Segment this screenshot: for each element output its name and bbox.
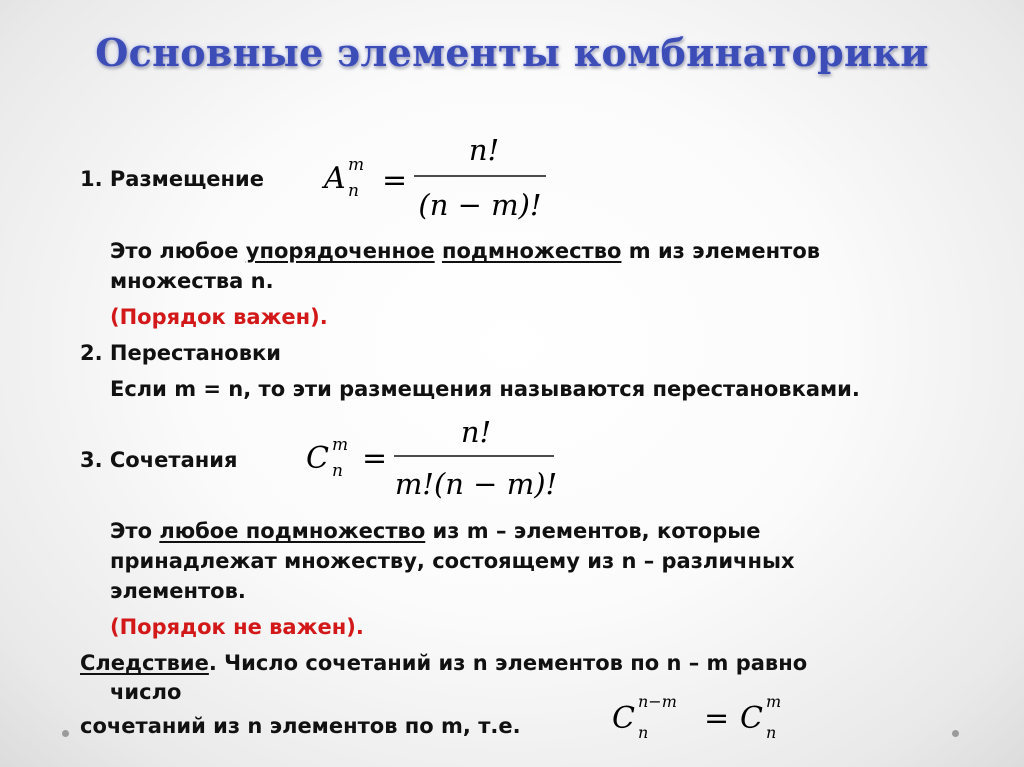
formula-c-sub: n <box>332 461 343 481</box>
formula-cor-c1-sup: n−m <box>638 692 677 711</box>
formula-a-equals: = <box>382 163 408 198</box>
combination-description-line2: принадлежат множеству, состоящему из n – различных <box>110 549 795 573</box>
combination-heading: 3. Сочетания <box>80 448 238 472</box>
placement-heading: 1. Размещение <box>80 167 264 191</box>
combination-formula <box>300 410 570 510</box>
ordered-term: упорядоченное <box>245 239 435 263</box>
permutation-description: Если m = n, то эти размещения называются перестановками. <box>110 377 860 401</box>
placement-description: Это любое упорядоченное подмножество m из элементов <box>110 239 821 263</box>
formula-cor-c2-sup: m <box>766 692 782 711</box>
any-subset-term: любое подмножество <box>159 519 426 543</box>
formula-a-numerator: n! <box>468 133 500 167</box>
permutation-heading: 2. Перестановки <box>80 341 281 365</box>
formula-cor-equals: = <box>704 701 730 736</box>
combination-order-note: (Порядок не важен). <box>110 615 364 639</box>
corollary-label: Следствие <box>80 651 209 675</box>
formula-c-equals: = <box>362 441 388 476</box>
subset-term: подмножество <box>441 239 622 263</box>
placement-formula <box>318 128 568 234</box>
formula-c-denominator: m!(n − m)! <box>394 467 558 501</box>
formula-a-sup: m <box>348 155 365 175</box>
corollary-formula <box>608 683 808 749</box>
corollary-line2: число <box>110 680 182 704</box>
formula-a-sub: n <box>348 181 359 201</box>
placement-order-note: (Порядок важен). <box>110 305 328 329</box>
formula-c-numerator: n! <box>460 415 492 449</box>
formula-c-symbol: C <box>306 441 329 476</box>
corollary-line3: сочетаний из n элементов по m, т.е. <box>80 714 521 738</box>
formula-cor-c1-sub: n <box>638 723 649 742</box>
placement-description-line2: множества n. <box>110 269 274 293</box>
formula-a-symbol: A <box>324 161 346 196</box>
formula-a-denominator: (n − m)! <box>418 188 542 222</box>
corollary-line1: Следствие. Число сочетаний из n элементов по n – m равно <box>80 651 808 675</box>
slide-title: Основные элементы комбинаторики <box>95 30 929 75</box>
combination-description: Это любое подмножество из m – элементов, которые <box>110 519 761 543</box>
formula-cor-c1-symbol: C <box>612 701 635 736</box>
formula-cor-c2-sub: n <box>766 723 777 742</box>
formula-c-sup: m <box>332 435 349 455</box>
combination-description-line3: элементов. <box>110 579 246 603</box>
decorative-dot-right <box>952 730 959 737</box>
decorative-dot-left <box>62 730 69 737</box>
formula-cor-c2-symbol: C <box>740 701 763 736</box>
